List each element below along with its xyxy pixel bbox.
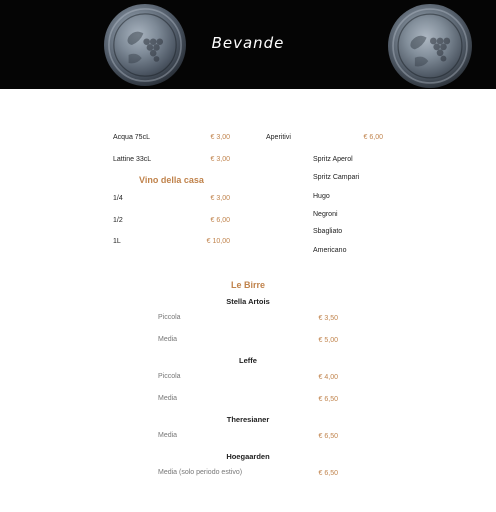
beer-price: € 6,50: [318, 470, 338, 477]
vino-size: 1L: [113, 238, 121, 245]
birre-title: Le Birre: [230, 280, 265, 290]
vino-size: 1/2: [113, 217, 123, 224]
beer-size: Media: [158, 432, 178, 439]
aperitivo-item: Spritz Aperol: [313, 156, 353, 163]
vino-price: € 6,00: [210, 217, 230, 224]
aperitivo-item: Spritz Campari: [313, 174, 360, 181]
beer-price: € 3,50: [318, 315, 338, 322]
beer-price: € 6,50: [318, 396, 338, 403]
page-title: Bevande: [211, 34, 285, 52]
beer-name: Theresianer: [226, 415, 270, 424]
vino-price: € 10,00: [206, 238, 230, 245]
beer-size: Media (solo periodo estivo): [158, 469, 243, 476]
drink-name: Lattine 33cL: [113, 156, 152, 163]
vino-size: 1/4: [113, 195, 123, 202]
aperitivo-item: Americano: [313, 247, 347, 254]
beer-size: Piccola: [158, 373, 181, 380]
aperitivo-item: Negroni: [313, 211, 338, 218]
drink-price: € 3,00: [210, 156, 230, 163]
beer-name: Stella Artois: [226, 297, 270, 306]
drink-name: Acqua 75cL: [113, 134, 150, 141]
vino-price: € 3,00: [210, 195, 230, 202]
header-banner: [0, 0, 496, 89]
drink-price: € 3,00: [210, 134, 230, 141]
beer-price: € 4,00: [318, 374, 338, 381]
beer-name: Leffe: [239, 356, 257, 365]
aperitivi-label: Aperitivi: [266, 134, 291, 141]
aperitivo-item: Sbagliato: [313, 228, 343, 235]
beer-size: Piccola: [158, 314, 181, 321]
beer-size: Media: [158, 336, 178, 343]
beer-price: € 6,50: [318, 433, 338, 440]
aperitivo-item: Hugo: [313, 193, 330, 200]
beer-name: Hoegaarden: [226, 452, 270, 461]
beer-price: € 5,00: [318, 337, 338, 344]
vino-title: Vino della casa: [139, 175, 204, 185]
aperitivi-price: € 6,00: [363, 134, 383, 141]
beer-size: Media: [158, 395, 178, 402]
